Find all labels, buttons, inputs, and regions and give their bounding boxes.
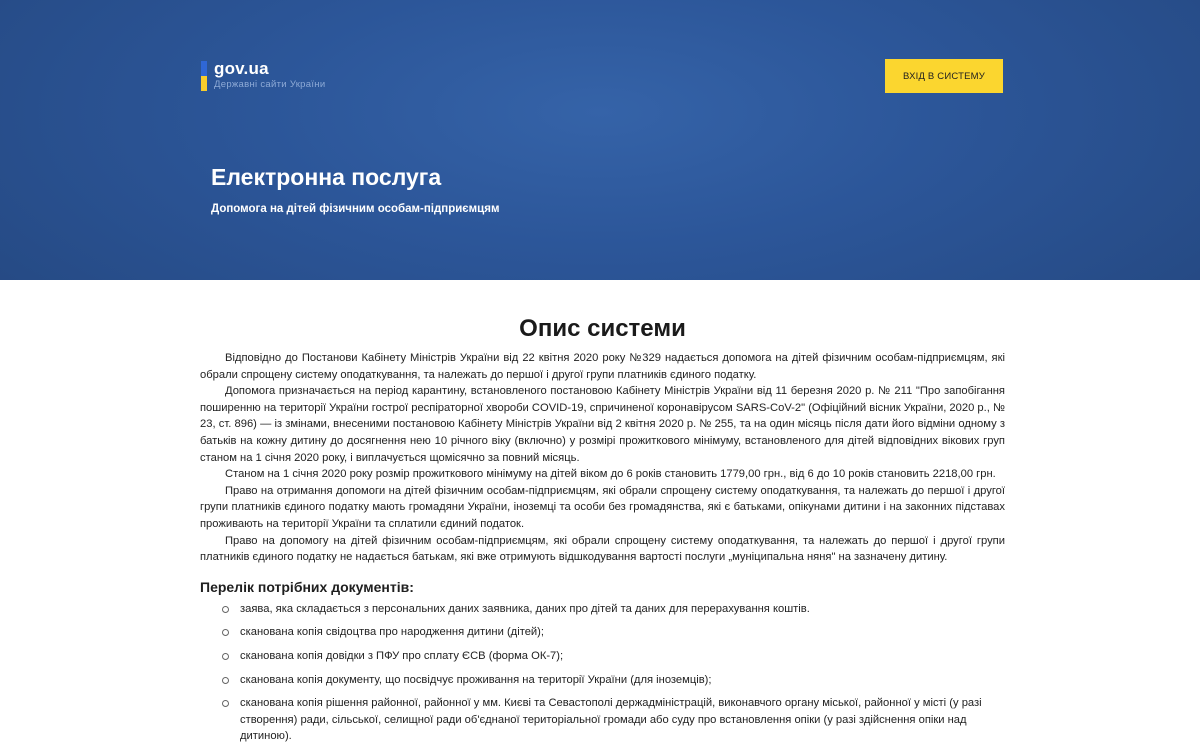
logo-subtitle: Державні сайти України xyxy=(214,79,326,90)
paragraph: Станом на 1 січня 2020 року розмір прожиткового мінімуму на дітей віком до 6 років становить 1779,00 грн., від 6 до 10 років становить 2218,00 грн. xyxy=(225,468,996,481)
page-subtitle: Допомога на дітей фізичним особам-підприємцям xyxy=(211,203,500,215)
list-item-text: сканована копія рішення районної, районної у мм. Києві та Севастополі держадміністрацій, виконавчого органу міської, районної у місті (у разі створення) ради, сільської, селищної ради об'єднаної територіальної громади або суду про встановлення опіки (у разі здійснення опіки над дитиною). xyxy=(240,697,982,743)
documents-list xyxy=(200,601,1005,745)
list-item-text: заява, яка складається з персональних даних заявника, даних про дітей та даних для перерахування коштів. xyxy=(240,602,810,615)
bullet-icon xyxy=(222,606,229,613)
list-item xyxy=(222,601,1005,618)
ukraine-flag-icon xyxy=(201,61,207,91)
paragraph: Право на отримання допомоги на дітей фізичним особам-підприємцям, які обрали спрощену систему оподаткування, та належать до першої і другої групи платників єдиного податку мають громадяни України, іноземці та особи без громадянства, які є батьками, опікунами дитини і на законних підставах проживають на території України та сплатили єдиний податок. xyxy=(200,484,1005,530)
hero-header xyxy=(0,0,1200,280)
list-item xyxy=(222,648,1005,665)
paragraph: Відповідно до Постанови Кабінету Міністрів України від 22 квітня 2020 року №329 надається допомога на дітей фізичним особам-підприємцям, які обрали спрощену систему оподаткування, та належать до першої і другої групи платників єдиного податку. xyxy=(200,352,1005,381)
list-item xyxy=(222,624,1005,641)
paragraph: Право на допомогу на дітей фізичним особам-підприємцям, які обрали спрощену систему оподаткування, та належать до першої і другої групи платників єдиного податку не надається батькам, які вже отримують відшкодування вартості послуги „муніципальна няня" на зазначену дитину. xyxy=(200,534,1005,564)
paragraph: Допомога призначається на період карантину, встановленого постановою Кабінету Міністрів України від 11 березня 2020 р. № 211 "Про запобігання поширенню на території України гострої респіраторної хвороби COVID-19, спричиненої коронавірусом SARS-CoV-2" (Офіційний вісник України, 2020 р., № 23, ст. 896) — із змінами, внесеними постановою Кабінету Міністрів України від 2 квітня 2020 р. № 255, та на один місяць після дати його відміни одному з батьків на кожну дитину до досягнення нею 10 річного віку (включно) у розмірі прожиткового мінімуму, встановленого для дітей відповідних вікових груп станом на 1 січня 2020 року, і виплачується щомісячно за повний місяць. xyxy=(200,385,1005,464)
list-item-text: сканована копія довідки з ПФУ про сплату ЄСВ (форма ОК-7); xyxy=(240,649,564,662)
list-item xyxy=(222,672,1005,689)
bullet-icon xyxy=(222,653,229,660)
bullet-icon xyxy=(222,629,229,636)
list-item-text: сканована копія документу, що посвідчує проживання на території України (для іноземців); xyxy=(240,673,712,686)
documents-title: Перелік потрібних документів: xyxy=(200,578,414,595)
list-item-text: сканована копія свідоцтва про народження дитини (дітей); xyxy=(240,626,545,639)
login-button[interactable]: ВХІД В СИСТЕМУ xyxy=(885,59,1003,93)
bullet-icon xyxy=(222,700,229,707)
main-content xyxy=(200,280,1005,752)
logo-name: gov.ua xyxy=(214,59,269,78)
bullet-icon xyxy=(222,677,229,684)
section-title: Опис системи xyxy=(519,315,686,342)
gov-ua-logo[interactable] xyxy=(201,60,325,91)
list-item xyxy=(222,695,1005,745)
page-title: Електронна послуга xyxy=(211,164,442,190)
